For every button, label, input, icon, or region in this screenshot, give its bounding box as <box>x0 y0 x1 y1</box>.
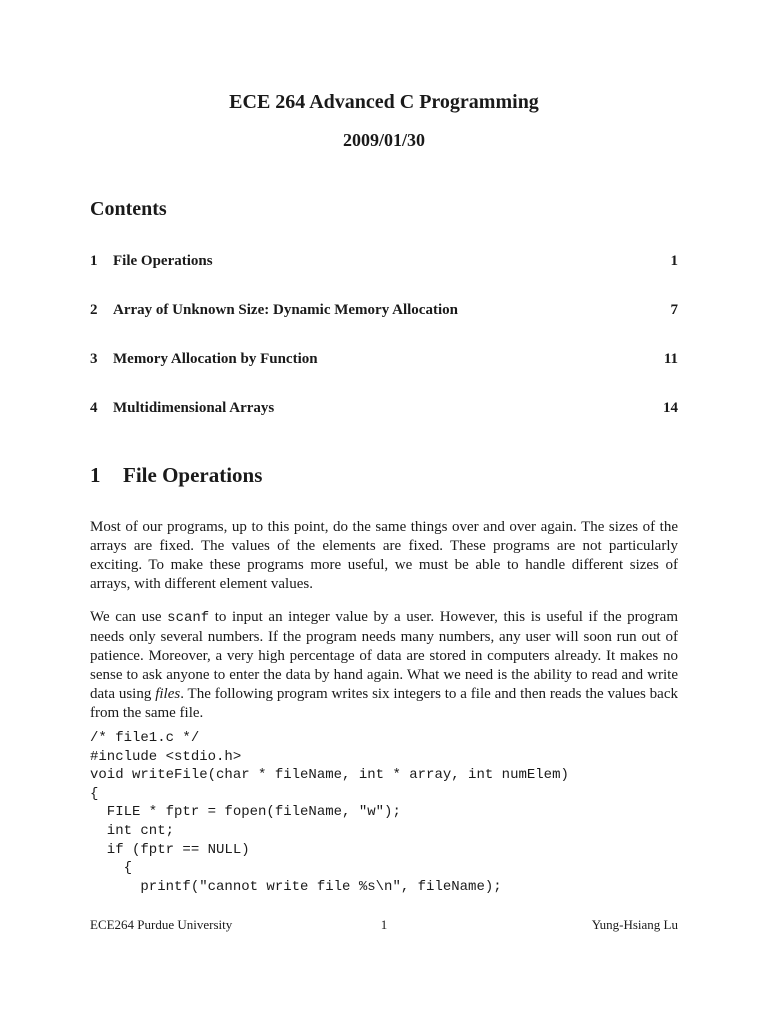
toc-entry[interactable] <box>90 398 678 418</box>
toc-entry-number: 3 <box>90 351 98 367</box>
paragraph-text: We can use <box>90 609 168 625</box>
section-heading <box>90 461 262 489</box>
footer-right: Yung-Hsiang Lu <box>591 917 678 932</box>
toc-entry[interactable] <box>90 349 678 369</box>
document-page <box>90 0 678 1024</box>
toc-entry-page: 7 <box>670 302 678 318</box>
section-title: File Operations <box>123 463 263 487</box>
paragraph-text: to input an integer value by a user. However, this is useful if the program needs only several numbers. If the program needs many numbers, any user will soon run out of patience. Moreover, a very high percentage of data are stored in computers already. It makes no sense to ask anyone to enter the data by hand again. What we need is the ability to read and write data using <box>90 609 678 702</box>
toc-entry-number: 1 <box>90 253 98 269</box>
footer-left: ECE264 Purdue University <box>90 917 233 932</box>
toc-entry-label: Memory Allocation by Function <box>113 351 318 367</box>
toc-entry-page: 11 <box>663 351 678 367</box>
paragraph: Most of our programs, up to this point, do the same things over and over again. The sizes of the arrays are fixed. The values of the elements are fixed. These programs are not particularly exciting. To make these programs more useful, we must be able to handle different sizes of arrays, with different element values. <box>90 519 678 592</box>
toc-entry-number: 2 <box>90 302 98 318</box>
section-number: 1 <box>90 463 101 487</box>
document-title: ECE 264 Advanced C Programming <box>229 91 539 113</box>
footer-page-number: 1 <box>380 917 388 932</box>
toc-entry-page: 1 <box>670 253 678 269</box>
toc-entry-label: Multidimensional Arrays <box>113 400 275 416</box>
toc-entry-page: 14 <box>663 400 678 416</box>
inline-code: scanf <box>167 610 210 626</box>
paragraph-text: . The following program writes six integers to a file and then reads the values back from the same file. <box>90 686 678 721</box>
toc-entry-label: Array of Unknown Size: Dynamic Memory Allocation <box>113 302 458 318</box>
contents-heading: Contents <box>90 198 167 220</box>
toc-entry[interactable] <box>90 300 678 320</box>
toc-entry[interactable] <box>90 251 678 271</box>
toc-entry-label: File Operations <box>113 253 213 269</box>
document-date: 2009/01/30 <box>342 130 425 150</box>
paragraph <box>90 608 678 723</box>
emphasis-text: files <box>155 686 181 702</box>
toc-entry-number: 4 <box>90 400 98 416</box>
code-listing: /* file1.c */ #include <stdio.h> void writeFile(char * fileName, int * array, int numElem) { FILE * fptr = fopen(fileName, "w"); int cnt; if (fptr == NULL) { printf("cannot write file %s\n", fileName); <box>90 730 569 895</box>
